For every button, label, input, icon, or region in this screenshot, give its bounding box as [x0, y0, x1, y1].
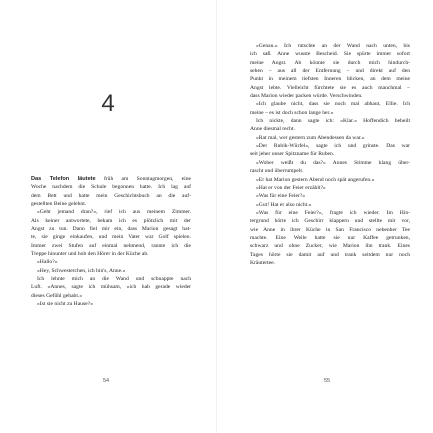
text-line: Woche nachdem die Schule begonnen hatte. Ich lag auf: [31, 184, 191, 191]
text-line: Treppe hinunter und hob den Hörer in der Küche ab.: [31, 251, 149, 258]
text-line: Immer zwei Stufen auf einmal nehmend, rannte ich die: [31, 242, 191, 249]
left-page: [0, 0, 216, 433]
text-line: Kräutertee.: [250, 259, 275, 266]
text-line: »Was für eine Feier?«, fragte ich wieder. Im Hin-: [256, 209, 410, 216]
text-line: wie Anne in ihrer Küche in San Francisco nebenher Tee: [250, 226, 410, 233]
text-line: meine – es ist doch schon lange her.«: [250, 109, 334, 116]
right-page-number: 55: [323, 378, 331, 384]
text-line: »Ist sie nicht zu Hause?«: [37, 301, 93, 308]
text-line: »Was für eine Feier?«: [256, 193, 306, 200]
text-line: »Woher weißt du das?« Annes Stimme klang über-: [256, 159, 410, 166]
text-line: Angst zu tun. Dann fiel mir ein, dass Marion gesagt hat-: [31, 226, 191, 233]
text-line: »Geht jemand dran?«, rief ich aus meinem Zimmer.: [37, 209, 191, 216]
text-line: te, sie ginge einkaufen, und mein Vater war Golf spielen.: [31, 234, 191, 241]
text-line: [31, 175, 191, 183]
text-line: dem Bett und hatte mein Geschichtsbuch an die auf-: [31, 192, 191, 199]
left-page-text: [31, 175, 191, 309]
right-page-text: [250, 42, 410, 267]
text-line: seit jeher unser Spitzname für Ruben.: [250, 151, 335, 158]
text-line: dass Marion wieder packen würde. Verschwinden.: [250, 93, 363, 100]
text-line: ich saß. Anne wusste Bescheid. Sie spürte immer sofort: [250, 51, 410, 58]
text-line: »Hey, Schwesterchen, ich bin's, Anne.«: [37, 267, 126, 274]
right-page: [217, 0, 433, 433]
text-line: dieses Gefühl gehabt.«: [31, 292, 83, 299]
text-line: »Er hat Marion gestern Abend noch spät angerufen.«: [256, 176, 375, 183]
text-line: machte. Eine Weile hatte sie nur Kaffee getrunken,: [250, 234, 410, 241]
text-line: »Hat er von der Feier erzählt?«: [256, 184, 326, 191]
text-line: Tages hörte sie damit auf und trank seitdem nur noch: [250, 251, 410, 258]
text-line: meine Angst. Ab könnte sie durch mich hindurch-: [250, 59, 410, 66]
text-line-content: früh am Sonntagmorgen, eine: [95, 176, 191, 182]
text-line: rascht und überrumpelt.: [250, 168, 304, 175]
text-line: Angst lebte. Vielleicht fürchtete sie es auch manchmal –: [250, 84, 410, 91]
text-line: »Hallo?«: [37, 259, 58, 266]
text-line: »Der Rubik-Würfel«, sagte ich und grinste. Das war: [256, 143, 410, 150]
text-line: gestellten Beine gelehnt.: [31, 201, 87, 208]
text-line: Punkt in meinem tiefsten Inneren blicken, an dem meine: [250, 76, 410, 83]
text-line: sehen – aus all der Entfernung – und direkt auf den: [250, 68, 410, 75]
text-line: Als keiner antwortete, bekam ich es plötzlich mit der: [31, 217, 191, 224]
text-line: »Rat mal, wer gestern zum Abendessen da war.«: [256, 134, 365, 141]
chapter-lead-words: Das Telefon läutete: [31, 176, 96, 182]
text-line: »Ich glaube nicht, dass sie noch mal abhaut, Ellie. Ich: [256, 101, 410, 108]
text-line: schwarz und ohne Zucker, wie Marion ihn trank. Eines: [250, 243, 410, 250]
text-line: Ich lehnte mich an die Wand und schnappte nach: [37, 276, 191, 283]
text-line: Luft. »Annes, sagte ich mühsam, »ich hab gerade wieder: [31, 284, 191, 291]
chapter-number: 4: [101, 90, 115, 117]
text-line: Ich nickte, dann sagte ich: »Klar.« Hoffendich beheilt: [256, 118, 410, 125]
text-line: »Gut! Hat er also nicht.«: [256, 201, 312, 208]
left-page-number: 54: [102, 378, 110, 384]
text-line: Anne diesmal recht.: [250, 126, 295, 133]
text-line: tergrund hörte ich Geschirr klappern und stellte mir vor,: [250, 218, 410, 225]
text-line: »Genau.« Ich rutschte an der Wand nach unten, bis: [256, 43, 410, 49]
